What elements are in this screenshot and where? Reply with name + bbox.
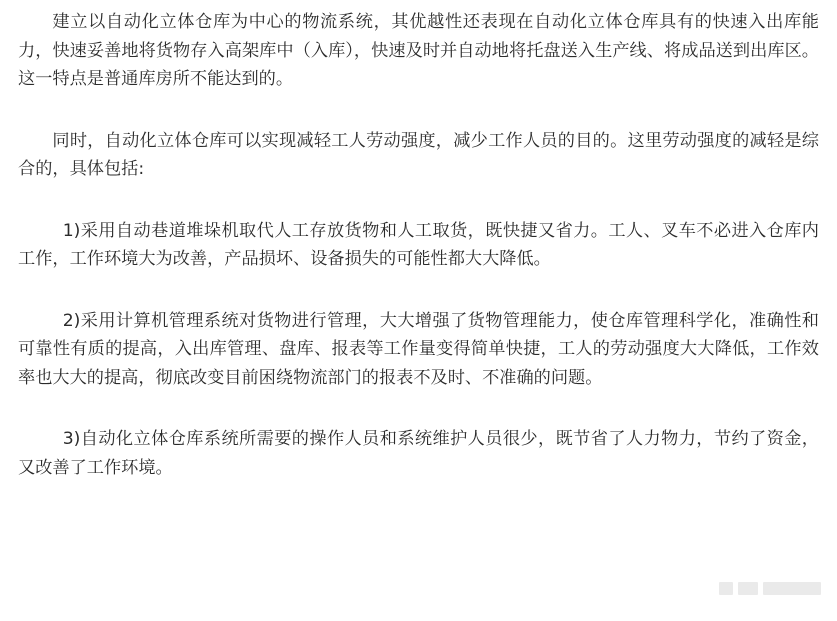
watermark-text-block	[763, 582, 821, 595]
paragraph-labor-intensity: 同时，自动化立体仓库可以实现减轻工人劳动强度，减少工作人员的目的。这里劳动强度的减轻是综合的，具体包括:	[18, 130, 819, 179]
blurred-watermark	[719, 582, 821, 595]
watermark-logo-icon	[719, 582, 733, 595]
list-item-2: 2)采用计算机管理系统对货物进行管理，大大增强了货物管理能力，使仓库管理科学化，准确性和可靠性有质的提高，入出库管理、盘库、报表等工作量变得简单快捷，工人的劳动强度大大降低，工作效率也大大的提高，彻底改变目前困绕物流部门的报表不及时、不准确的问题。	[18, 310, 819, 388]
list-item-3: 3)自动化立体仓库系统所需要的操作人员和系统维护人员很少，既节省了人力物力，节约了资金，又改善了工作环境。	[18, 429, 819, 478]
list-item-1: 1)采用自动巷道堆垛机取代人工存放货物和人工取货，既快捷又省力。工人、叉车不必进入仓库内工作，工作环境大为改善，产品损坏、设备损失的可能性都大大降低。	[18, 220, 819, 269]
paragraph-intro: 建立以自动化立体仓库为中心的物流系统，其优越性还表现在自动化立体仓库具有的快速入出库能力，快速妥善地将货物存入高架库中（入库），快速及时并自动地将托盘送入生产线、将成品送到出库区。这一特点是普通库房所不能达到的。	[18, 12, 819, 89]
watermark-text-block	[738, 582, 758, 595]
